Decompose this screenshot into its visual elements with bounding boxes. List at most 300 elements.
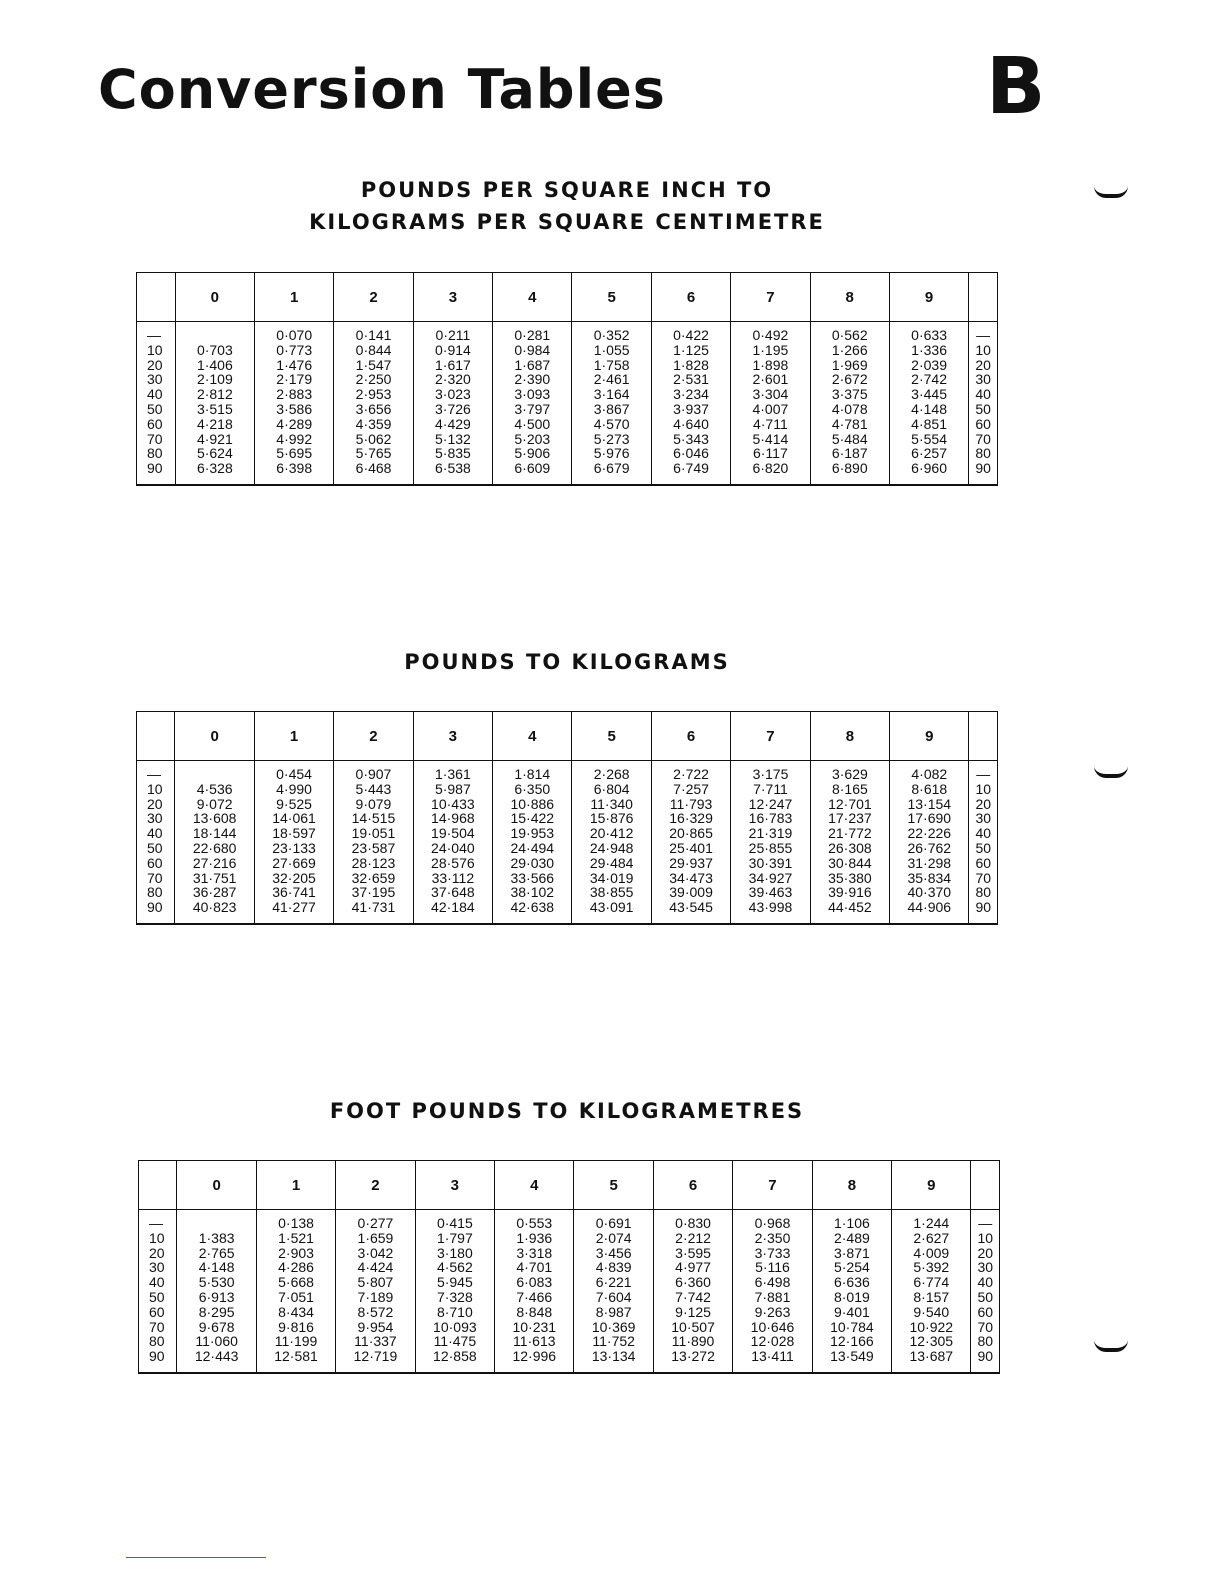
row-label: 80: [977, 1333, 994, 1350]
row-label: 40: [147, 386, 163, 403]
table-cell: 2·765: [198, 1244, 235, 1261]
row-label: 40: [975, 825, 992, 842]
row-label: 40: [149, 1274, 165, 1291]
table-cell: 6·749: [673, 460, 709, 477]
table-cell: 7·051: [278, 1288, 314, 1305]
table-cell: 37·648: [431, 884, 475, 901]
row-label: —: [147, 327, 161, 343]
value-column: [651, 322, 730, 485]
table-cell: 34·473: [669, 869, 713, 886]
value-column: [890, 761, 969, 924]
table-cell: 5·443: [355, 780, 392, 797]
table-cell: 27·216: [192, 854, 237, 871]
table-cell: 4·711: [752, 415, 788, 432]
row-label: 10: [147, 780, 163, 797]
table-cell: 6·221: [595, 1274, 632, 1291]
row-label: 90: [975, 460, 991, 477]
row-label: 50: [147, 400, 163, 417]
table-cell: 9·125: [675, 1303, 711, 1320]
table-cell: 4·009: [913, 1244, 950, 1261]
table-cell: 5·765: [355, 445, 392, 462]
table-cell: 0·454: [276, 766, 312, 782]
column-header: 2: [336, 1161, 415, 1210]
table-cell: 34·019: [589, 869, 634, 886]
row-label: 30: [977, 1259, 994, 1276]
table-cell: 5·624: [196, 445, 233, 462]
value-column: [731, 761, 810, 924]
table-cell: 8·572: [357, 1303, 394, 1320]
column-header: 7: [731, 712, 810, 761]
row-label: 90: [975, 899, 992, 916]
table-cell: 8·618: [911, 780, 948, 797]
table-cell: 24·040: [431, 839, 475, 856]
table-cell: 30·391: [748, 854, 793, 871]
table-body-row: [137, 322, 998, 485]
table-cell: 4·218: [196, 415, 233, 432]
value-column: [255, 322, 334, 485]
table-cell: 3·318: [516, 1244, 553, 1261]
table-cell: 5·273: [593, 430, 630, 447]
table-cell: 2·268: [593, 766, 630, 782]
value-column: [254, 761, 333, 924]
table-cell: 5·116: [755, 1259, 790, 1276]
column-header: 1: [254, 712, 333, 761]
row-label: 40: [975, 386, 991, 403]
table-cell: 13·549: [830, 1348, 874, 1365]
row-label: 20: [147, 356, 163, 373]
table-cell: 2·212: [675, 1229, 711, 1246]
value-column: [889, 322, 968, 485]
table-cell: 2·350: [754, 1229, 791, 1246]
table-cell: 11·752: [592, 1333, 635, 1350]
row-label: 20: [975, 795, 992, 812]
value-column: [572, 322, 651, 485]
table-cell: 35·834: [907, 869, 952, 886]
column-header: 8: [810, 712, 889, 761]
table-cell: 4·990: [276, 780, 312, 797]
table-cell: 20·865: [669, 825, 713, 842]
table-cell: 3·456: [595, 1244, 632, 1261]
table-cell: 3·175: [752, 766, 789, 782]
row-label: 50: [975, 400, 991, 417]
table-cell: 3·093: [514, 386, 551, 403]
table-cell: 6·774: [913, 1274, 950, 1291]
row-label: 30: [147, 371, 163, 388]
table-cell: 14·968: [431, 810, 475, 827]
column-header: 3: [413, 712, 492, 761]
table-cell: 8·434: [278, 1303, 314, 1320]
column-header: 1: [256, 1161, 335, 1210]
table-cell: 2·461: [593, 371, 630, 388]
table-cell: 0·703: [196, 341, 233, 358]
row-label: —: [976, 766, 991, 782]
table-cell: 0·914: [435, 341, 471, 358]
table-cell: 0·773: [276, 341, 313, 358]
table-cell: 2·390: [514, 371, 551, 388]
corner-cell: [971, 1161, 1000, 1210]
table-cell: 6·498: [754, 1274, 791, 1291]
table-cell: 4·148: [911, 400, 947, 417]
value-column: [493, 761, 572, 924]
row-label: 70: [975, 430, 991, 447]
row-label: 50: [149, 1288, 165, 1305]
table-cell: 13·411: [751, 1348, 794, 1365]
row-label: 30: [149, 1259, 165, 1276]
table-cell: 10·433: [431, 795, 475, 812]
column-header: 4: [493, 273, 572, 322]
table-cell: 0·422: [673, 327, 709, 343]
table-cell: 44·906: [907, 899, 952, 916]
value-column: [731, 322, 810, 485]
column-header: 1: [255, 273, 334, 322]
table-body-row: [139, 1210, 1000, 1373]
row-label: 70: [147, 430, 163, 447]
table-cell: 25·855: [748, 839, 793, 856]
table-cell: 11·613: [512, 1333, 556, 1350]
value-column: [493, 322, 572, 485]
table-cell: 2·250: [355, 371, 392, 388]
table-cell: 39·916: [828, 884, 872, 901]
row-label: —: [147, 766, 161, 782]
table-cell: 2·812: [196, 386, 233, 403]
table-cell: 12·028: [750, 1333, 795, 1350]
table-cell: 4·007: [752, 400, 789, 417]
table-cell: 14·061: [272, 810, 316, 827]
table-cell: [175, 767, 253, 782]
table-cell: 23·133: [272, 839, 316, 856]
row-label: 80: [975, 884, 992, 901]
table-cell: 6·609: [514, 460, 551, 477]
corner-cell: [969, 712, 998, 761]
value-column: [334, 322, 413, 485]
table-cell: 7·328: [436, 1288, 473, 1305]
table-cell: 9·954: [357, 1318, 394, 1335]
table-cell: 7·711: [753, 780, 788, 797]
row-label: 70: [149, 1318, 165, 1335]
row-label: 80: [147, 884, 163, 901]
table-cell: 31·298: [907, 854, 952, 871]
table-cell: 5·484: [831, 430, 868, 447]
row-label: 80: [147, 445, 163, 462]
table-cell: 6·398: [276, 460, 313, 477]
table-cell: 6·360: [675, 1274, 711, 1291]
value-column: [413, 322, 492, 485]
corner-cell: [137, 273, 176, 322]
value-column: [574, 1210, 653, 1373]
table-cell: 10·922: [909, 1318, 954, 1335]
table-cell: 5·254: [833, 1259, 870, 1276]
page-title: Conversion Tables: [98, 58, 666, 121]
row-label: 90: [147, 460, 163, 477]
table-cell: 18·144: [192, 825, 237, 842]
table-cell: 29·484: [589, 854, 634, 871]
value-column: [415, 1210, 494, 1373]
table-cell: 39·009: [669, 884, 713, 901]
table-cell: 21·319: [748, 825, 793, 842]
table-cell: 31·751: [192, 869, 237, 886]
table-cell: 4·500: [514, 415, 551, 432]
row-label: 20: [975, 356, 991, 373]
table-cell: 4·286: [278, 1259, 314, 1276]
row-label: 20: [149, 1244, 165, 1261]
table-cell: 4·977: [675, 1259, 711, 1276]
table-cell: 7·257: [673, 780, 709, 797]
table-cell: 3·656: [355, 400, 392, 417]
table-cell: 6·468: [355, 460, 392, 477]
row-label: 30: [147, 810, 163, 827]
table-cell: 5·414: [752, 430, 789, 447]
table-cell: 22·226: [907, 825, 952, 842]
table-header-row: [137, 712, 998, 761]
table-cell: 20·412: [589, 825, 634, 842]
table-cell: 5·987: [434, 780, 471, 797]
row-label: 60: [975, 854, 992, 871]
column-header: 6: [653, 1161, 732, 1210]
table-cell: 10·507: [671, 1318, 715, 1335]
table-cell: 32·205: [272, 869, 316, 886]
table-cell: 3·733: [754, 1244, 791, 1261]
table-header-row: [139, 1161, 1000, 1210]
table-cell: 33·566: [510, 869, 555, 886]
table-cell: 16·783: [748, 810, 793, 827]
row-label: 70: [975, 869, 992, 886]
table-cell: 7·466: [516, 1288, 553, 1305]
column-header: 4: [493, 712, 572, 761]
table-cell: 7·881: [754, 1288, 791, 1305]
table-cell: 2·883: [276, 386, 313, 403]
table-cell: 0·277: [357, 1215, 394, 1231]
value-column: [177, 1210, 256, 1373]
table-cell: 2·903: [278, 1244, 314, 1261]
table-cell: 6·804: [593, 780, 630, 797]
value-column: [810, 761, 889, 924]
table-cell: 5·945: [436, 1274, 473, 1291]
row-label: 60: [977, 1303, 994, 1320]
table-cell: 12·305: [909, 1333, 954, 1350]
table-cell: 5·132: [435, 430, 471, 447]
table-cell: 37·195: [351, 884, 396, 901]
table-cell: 1·244: [913, 1215, 950, 1231]
table-cell: 1·814: [514, 766, 551, 782]
row-label: 70: [977, 1318, 994, 1335]
table-heading-pounds-to-kilograms: POUNDS TO KILOGRAMS: [404, 650, 730, 674]
table-cell: 3·595: [675, 1244, 711, 1261]
table-cell: 5·062: [355, 430, 392, 447]
column-header: 7: [733, 1161, 812, 1210]
table-cell: 5·203: [514, 430, 551, 447]
column-header: 5: [574, 1161, 653, 1210]
table-cell: 42·184: [431, 899, 475, 916]
table-cell: 2·489: [833, 1229, 870, 1246]
table-cell: 1·125: [673, 341, 709, 358]
table-cell: 0·138: [278, 1215, 314, 1231]
table-cell: 0·844: [355, 341, 392, 358]
column-header: 0: [175, 712, 254, 761]
row-label-column: [969, 322, 998, 485]
table-cell: 13·687: [909, 1348, 954, 1365]
table-cell: 9·263: [754, 1303, 791, 1320]
row-label: 10: [975, 780, 992, 797]
table-cell: 19·051: [351, 825, 396, 842]
table-cell: 13·134: [591, 1348, 636, 1365]
table-cell: 3·515: [196, 400, 233, 417]
table-cell: 3·304: [752, 386, 789, 403]
table-cell: 3·937: [673, 400, 709, 417]
column-header: 9: [889, 273, 968, 322]
row-label: 90: [977, 1348, 994, 1365]
value-column: [810, 322, 889, 485]
table-cell: 0·141: [355, 327, 392, 343]
table-cell: 0·352: [593, 327, 630, 343]
row-label: 20: [147, 795, 163, 812]
table-cell: 3·726: [435, 400, 471, 417]
table-cell: 1·617: [435, 356, 471, 373]
value-column: [175, 761, 254, 924]
table-cell: 11·340: [590, 795, 633, 812]
column-header: 8: [812, 1161, 891, 1210]
table-cell: 0·562: [831, 327, 868, 343]
table-cell: 0·492: [752, 327, 789, 343]
table-cell: 6·117: [752, 445, 788, 462]
table-cell: 44·452: [828, 899, 872, 916]
row-label: 90: [149, 1348, 165, 1365]
table-cell: 9·072: [196, 795, 233, 812]
value-column: [651, 761, 730, 924]
table-cell: 8·165: [831, 780, 868, 797]
row-label: 40: [147, 825, 163, 842]
table-cell: 0·070: [276, 327, 313, 343]
table-cell: 1·659: [357, 1229, 394, 1246]
table-cell: 2·179: [276, 371, 313, 388]
row-label: —: [978, 1215, 993, 1231]
table-cell: 33·112: [431, 869, 475, 886]
table-cell: 36·741: [272, 884, 316, 901]
table-cell: 4·148: [198, 1259, 235, 1276]
table-cell: 11·890: [671, 1333, 715, 1350]
value-column: [495, 1210, 574, 1373]
row-label: 90: [147, 899, 163, 916]
value-column: [653, 1210, 732, 1373]
table-cell: 5·835: [435, 445, 471, 462]
row-label: —: [149, 1215, 163, 1231]
table-cell: 1·898: [752, 356, 789, 373]
table-cell: 13·272: [671, 1348, 715, 1365]
table-cell: 10·784: [830, 1318, 874, 1335]
table-cell: 1·828: [673, 356, 709, 373]
table-cell: 4·289: [276, 415, 313, 432]
table-cell: 9·401: [833, 1303, 870, 1320]
row-label: 50: [147, 839, 163, 856]
row-label: 60: [147, 415, 163, 432]
table-cell: 38·855: [589, 884, 634, 901]
table-cell: 2·320: [435, 371, 471, 388]
column-header: 6: [651, 712, 730, 761]
row-label-column: [137, 761, 175, 924]
table-cell: 9·816: [278, 1318, 314, 1335]
table-cell: 13·608: [192, 810, 237, 827]
table-cell: 12·166: [830, 1333, 874, 1350]
table-cell: 1·547: [355, 356, 392, 373]
table-cell: [176, 328, 254, 343]
column-header: 9: [890, 712, 969, 761]
table-cell: 3·586: [276, 400, 313, 417]
table-cell: 5·807: [357, 1274, 394, 1291]
table-cell: 5·668: [278, 1274, 314, 1291]
table-cell: 42·638: [510, 899, 555, 916]
table-cell: 43·091: [589, 899, 634, 916]
value-column: [175, 322, 254, 485]
row-label: 30: [975, 810, 992, 827]
table-cell: 17·690: [907, 810, 952, 827]
table-cell: 5·695: [276, 445, 313, 462]
table-cell: 9·540: [913, 1303, 950, 1320]
table-cell: 4·429: [435, 415, 471, 432]
table-cell: 1·383: [198, 1229, 235, 1246]
binding-mark: [1094, 766, 1128, 778]
table-cell: 26·762: [907, 839, 952, 856]
table-cell: 2·074: [595, 1229, 632, 1246]
table-cell: 40·823: [192, 899, 237, 916]
column-header: 9: [892, 1161, 971, 1210]
conversion-table-pounds-to-kilograms: [136, 711, 998, 925]
value-column: [572, 761, 651, 924]
column-header: 3: [415, 1161, 494, 1210]
table-cell: 41·731: [351, 899, 396, 916]
table-cell: 1·687: [514, 356, 551, 373]
table-cell: 4·359: [355, 415, 392, 432]
table-cell: 11·475: [433, 1333, 477, 1350]
table-cell: 19·504: [431, 825, 475, 842]
table-cell: 1·106: [833, 1215, 870, 1231]
table-cell: 0·633: [911, 327, 947, 343]
table-cell: 38·102: [510, 884, 555, 901]
table-cell: 9·678: [198, 1318, 235, 1335]
table-cell: 11·793: [669, 795, 713, 812]
table-cell: 1·969: [831, 356, 868, 373]
appendix-letter: B: [986, 42, 1046, 132]
table-cell: 1·361: [434, 766, 471, 782]
table-cell: 3·445: [911, 386, 947, 403]
row-label: 80: [149, 1333, 165, 1350]
column-header: 2: [334, 273, 413, 322]
table-cell: 4·562: [436, 1259, 473, 1276]
table-cell: 0·907: [355, 766, 392, 782]
table-cell: 35·380: [828, 869, 872, 886]
row-label: 10: [977, 1229, 994, 1246]
table-cell: 4·536: [196, 780, 233, 797]
table-cell: 11·060: [195, 1333, 238, 1350]
table-cell: 4·570: [593, 415, 630, 432]
column-header: 2: [334, 712, 413, 761]
table-cell: 11·199: [274, 1333, 318, 1350]
table-cell: 4·701: [516, 1259, 553, 1276]
row-label: 20: [977, 1244, 994, 1261]
row-label: 10: [975, 341, 991, 358]
table-cell: 2·742: [911, 371, 947, 388]
table-cell: 25·401: [669, 839, 713, 856]
table-cell: 29·030: [510, 854, 555, 871]
table-cell: 4·640: [673, 415, 709, 432]
table-cell: 1·758: [593, 356, 630, 373]
table-cell: 12·247: [748, 795, 793, 812]
table-cell: 6·913: [198, 1288, 235, 1305]
value-column: [256, 1210, 335, 1373]
table-cell: 41·277: [272, 899, 316, 916]
row-label: 50: [977, 1288, 994, 1305]
table-cell: 12·581: [274, 1348, 318, 1365]
row-label: 60: [975, 415, 991, 432]
value-column: [812, 1210, 891, 1373]
